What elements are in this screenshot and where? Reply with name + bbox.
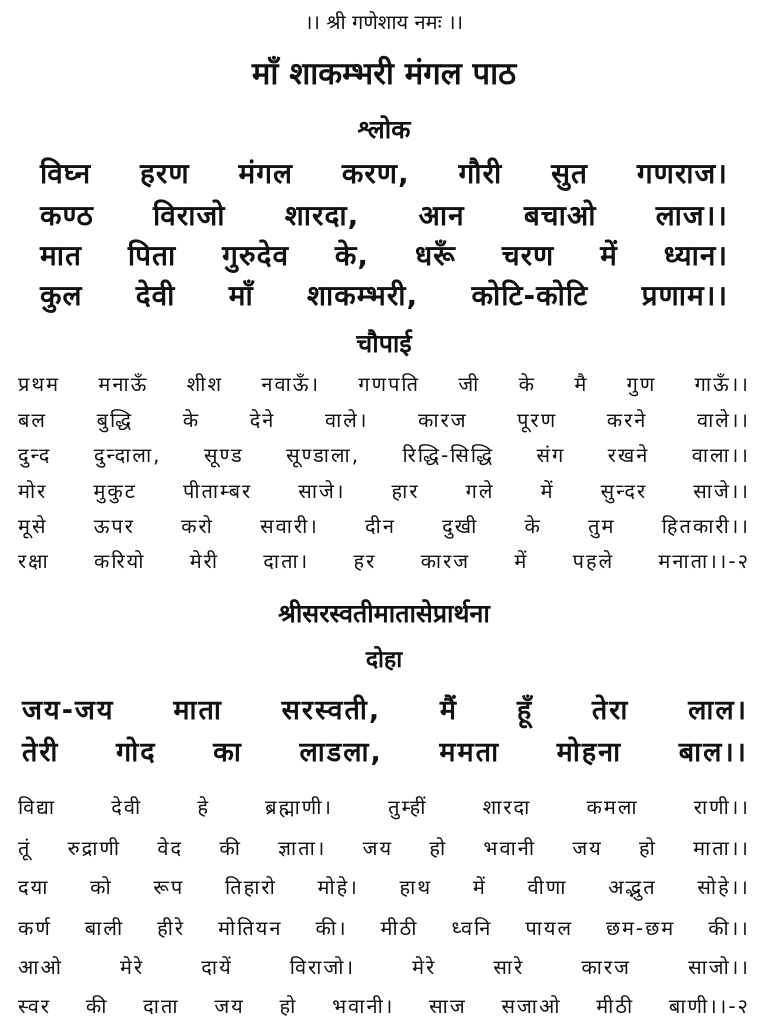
verse-word: देवी: [111, 795, 143, 819]
shlok-heading: श्लोक: [357, 115, 411, 144]
verse-word: हूँ: [516, 695, 534, 726]
verse-word: बचाओ: [523, 199, 597, 232]
verse-word: कारज: [420, 549, 471, 573]
verse-word: स्वर: [18, 994, 52, 1018]
verse-word: दाता: [143, 994, 180, 1018]
verse-word: कुल: [40, 279, 83, 312]
verse-word: लाडला,: [299, 737, 383, 768]
verse-word: जय: [214, 994, 245, 1018]
verse-word: गाऊँ।।: [694, 372, 750, 396]
verse-word: दुन्दाला,: [93, 443, 162, 467]
verse-word: तुम्हीं: [388, 795, 428, 819]
verse-word: मोहे।: [317, 875, 359, 899]
chaupai-line: [18, 406, 750, 433]
verse-word: दुन्द: [18, 443, 52, 467]
verse-word: वाला।।: [691, 443, 750, 467]
verse-word: मोतियन: [218, 916, 283, 940]
verse-word: कमला: [586, 795, 639, 819]
verse-word: सुन्दर: [600, 479, 648, 503]
verse-word: प्रथम: [18, 372, 61, 396]
verse-word: गणपति: [358, 372, 421, 396]
verse-word: मनाता।।-२: [658, 549, 750, 573]
verse-word: साजे।: [298, 479, 346, 503]
shlok-line: [40, 154, 728, 192]
prarthana-line: [18, 992, 750, 1019]
verse-word: वाले।।: [696, 408, 750, 432]
verse-word: मोहना: [556, 737, 623, 768]
verse-word: विद्या: [18, 795, 57, 819]
verse-word: की।: [315, 916, 348, 940]
verse-word: मेरी: [189, 549, 220, 573]
shlok-line: [40, 236, 728, 274]
verse-word: की: [219, 836, 242, 860]
verse-word: पहले: [572, 549, 615, 573]
verse-word: हार: [391, 479, 420, 503]
verse-word: हो: [429, 836, 448, 860]
chaupai-heading: चौपाई: [356, 329, 412, 358]
prarthana-line: [18, 834, 750, 861]
verse-word: हरण: [140, 157, 190, 190]
verse-word: चरण: [501, 239, 555, 272]
verse-word: हो: [279, 994, 298, 1018]
verse-word: करो: [181, 514, 214, 538]
chaupai-line: [18, 512, 750, 539]
prarthana-line: [18, 793, 750, 820]
verse-word: कण्ठ: [40, 199, 94, 232]
verse-word: के,: [334, 239, 370, 272]
verse-word: के: [182, 408, 201, 432]
verse-word: हितकारी।।: [661, 514, 750, 538]
verse-word: बुद्धि: [96, 408, 134, 432]
verse-word: कारज: [418, 408, 468, 432]
verse-word: ध्वनि: [451, 916, 493, 940]
verse-word: सूण्डाला,: [286, 443, 361, 467]
chaupai-line: [18, 370, 750, 397]
verse-word: कोटि-कोटि: [471, 279, 589, 312]
verse-word: गणराज।: [636, 157, 728, 190]
prarthana-heading: श्रीसरस्वतीमातासेप्रार्थना: [278, 599, 490, 628]
verse-word: देने: [249, 408, 276, 432]
verse-word: दाता।: [263, 549, 310, 573]
verse-word: नवाऊँ।: [261, 372, 321, 396]
verse-word: सवारी।: [260, 514, 319, 538]
shlok-line: [40, 196, 728, 234]
verse-word: आओ: [18, 955, 63, 979]
verse-word: भवानी: [483, 836, 537, 860]
verse-word: रखने: [607, 443, 650, 467]
verse-word: शाकम्भरी,: [306, 279, 419, 312]
prarthana-line: [18, 953, 750, 980]
verse-word: गौरी: [458, 157, 503, 190]
verse-word: मेरे: [120, 955, 145, 979]
doha-heading: दोहा: [365, 647, 403, 673]
verse-word: शीश: [186, 372, 224, 396]
chaupai-line: [18, 477, 750, 504]
verse-word: विराजो।: [289, 955, 356, 979]
verse-word: दायें: [201, 955, 233, 979]
verse-word: साजो।।: [688, 955, 750, 979]
verse-word: वेद: [157, 836, 184, 860]
verse-word: तूं: [18, 836, 32, 860]
verse-word: करने: [606, 408, 648, 432]
verse-word: वाले।: [325, 408, 369, 432]
verse-word: मूसे: [18, 514, 48, 538]
verse-word: में: [514, 549, 529, 573]
doha-line: [22, 690, 748, 727]
verse-word: में: [472, 875, 487, 899]
verse-word: की: [85, 994, 109, 1018]
verse-word: हे: [197, 795, 210, 819]
verse-word: बाली: [84, 916, 125, 940]
chaupai-line: [18, 441, 750, 468]
verse-word: माँ: [228, 279, 254, 312]
verse-word: जय-जय: [22, 695, 115, 726]
verse-word: दुखी: [442, 514, 479, 538]
verse-word: के: [524, 514, 542, 538]
verse-word: साज: [429, 994, 467, 1018]
verse-word: राणी।।: [693, 795, 750, 819]
verse-word: के: [518, 372, 537, 396]
verse-word: मीठी: [380, 916, 419, 940]
verse-word: गोद: [116, 737, 157, 768]
verse-word: मात: [40, 239, 82, 272]
verse-word: पायल: [525, 916, 574, 940]
verse-word: कारज: [581, 955, 631, 979]
verse-word: देवी: [135, 279, 176, 312]
verse-word: जय: [362, 836, 394, 860]
verse-word: रूप: [153, 875, 185, 899]
verse-word: सारे: [493, 955, 525, 979]
verse-word: बाल।।: [678, 737, 748, 768]
verse-word: पिता: [127, 239, 177, 272]
verse-word: हीरे: [157, 916, 186, 940]
verse-word: रिद्धि-सिद्धि: [402, 443, 495, 467]
prarthana-line: [18, 914, 750, 941]
verse-word: मुकुट: [93, 479, 137, 503]
verse-word: प्रणाम।।: [641, 279, 728, 312]
verse-word: पूरण: [517, 408, 558, 432]
verse-word: रुद्राणी: [67, 836, 122, 860]
verse-word: मनाऊँ: [98, 372, 149, 396]
verse-word: सोहे।।: [697, 875, 750, 899]
verse-word: का: [213, 737, 243, 768]
verse-word: गुरुदेव: [222, 239, 290, 272]
verse-word: हाथ: [399, 875, 433, 899]
verse-word: मैं: [439, 695, 459, 726]
verse-word: गुण: [626, 372, 657, 396]
verse-word: छम-छम: [606, 916, 676, 940]
verse-word: मीठी: [596, 994, 635, 1018]
verse-word: विराजो: [152, 199, 226, 232]
chaupai-line: [18, 547, 750, 574]
verse-word: रक्षा: [18, 549, 50, 573]
verse-word: मेरे: [412, 955, 437, 979]
verse-word: ब्रह्माणी।: [265, 795, 333, 819]
verse-word: सुत: [551, 157, 588, 190]
verse-word: आन: [418, 199, 465, 232]
verse-word: हो: [639, 836, 657, 860]
verse-word: विघ्न: [40, 157, 92, 190]
verse-word: कर्ण: [18, 916, 52, 940]
verse-word: को: [90, 875, 113, 899]
verse-word: माता।।: [693, 836, 750, 860]
verse-word: तेरा: [591, 695, 630, 726]
verse-word: करियो: [93, 549, 146, 573]
verse-word: में: [540, 479, 555, 503]
shlok-line: [40, 276, 728, 314]
verse-word: पीताम्बर: [182, 479, 253, 503]
verse-word: हर: [353, 549, 377, 573]
verse-word: शारदा: [482, 795, 532, 819]
verse-word: ऊपर: [93, 514, 135, 538]
verse-word: बल: [18, 408, 47, 432]
verse-word: जी: [458, 372, 481, 396]
verse-word: माता: [173, 695, 223, 726]
verse-word: सरस्वती,: [281, 695, 382, 726]
verse-word: तेरी: [22, 737, 60, 768]
verse-word: सजाओ: [501, 994, 562, 1018]
verse-word: तुम: [588, 514, 616, 538]
verse-word: जय: [572, 836, 603, 860]
verse-word: में: [600, 239, 618, 272]
verse-word: मै: [574, 372, 589, 396]
verse-word: भवानी।: [332, 994, 395, 1018]
verse-word: शारदा,: [284, 199, 360, 232]
verse-word: की।।: [708, 916, 750, 940]
verse-word: लाज।।: [655, 199, 728, 232]
doha-line: [22, 732, 748, 769]
verse-word: सूण्ड: [203, 443, 244, 467]
verse-word: वीणा: [527, 875, 568, 899]
verse-word: ध्यान।: [663, 239, 728, 272]
prarthana-line: [18, 873, 750, 900]
verse-word: बाणी।।-२: [668, 994, 750, 1018]
verse-word: मंगल: [238, 157, 293, 190]
verse-word: साजे।।: [693, 479, 750, 503]
verse-word: करण,: [341, 157, 410, 190]
page-title: माँ शाकम्भरी मंगल पाठ: [251, 56, 517, 92]
verse-word: गले: [465, 479, 495, 503]
verse-word: संग: [536, 443, 566, 467]
verse-word: लाल।: [688, 695, 748, 726]
verse-word: ज्ञाता।: [278, 836, 327, 860]
verse-word: मोर: [18, 479, 48, 503]
verse-word: दया: [18, 875, 50, 899]
verse-word: धरूँ: [414, 239, 456, 272]
verse-word: ममता: [439, 737, 501, 768]
verse-word: तिहारो: [225, 875, 277, 899]
verse-word: अद्भुत: [608, 875, 657, 899]
invocation-line: ।। श्री गणेशाय नमः ।।: [304, 10, 464, 34]
verse-word: दीन: [365, 514, 396, 538]
